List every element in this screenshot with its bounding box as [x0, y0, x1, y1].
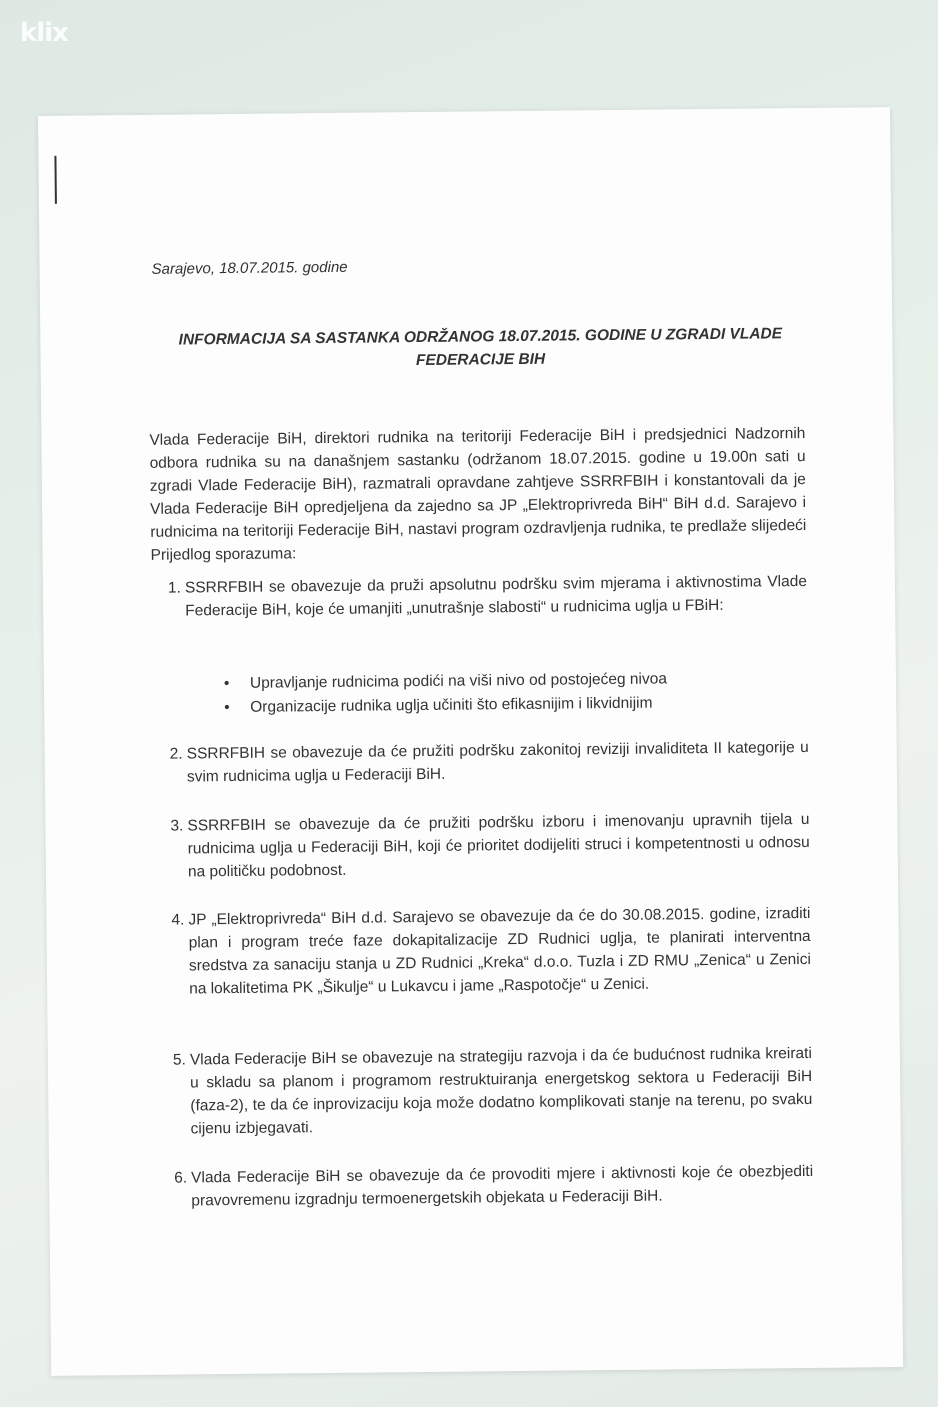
list-item-3 — [153, 808, 810, 884]
klix-watermark-logo: klix — [20, 18, 68, 48]
list-item-text: Vlada Federacije BiH se obavezuje na strategiju razvoja i da će budućnost rudnika kreirati u skladu sa planom i programom restruktuiranja energetskog sektora u Federaciji BiH (faza-2), te da će inprovizaciju koja može dodatno komplikovati stanje na terenu, po svaku cijenu izbjegavati. — [189, 1044, 813, 1138]
list-item-2 — [153, 736, 809, 789]
bullet-item — [224, 690, 784, 720]
document-page — [38, 107, 903, 1376]
bullet-icon: • — [224, 699, 230, 717]
bullet-list — [224, 666, 784, 720]
bullet-icon: • — [223, 675, 230, 693]
list-item-text: JP „Elektroprivreda“ BiH d.d. Sarajevo se obavezuje da će do 30.08.2015. godine, izraditi plan i program treće faze dokapitalizacije ZD Rudnici uglja, te planirati interventna sredstva za sanaciju stanja u ZD Rudnici „Kreka“ d.o.o. Tuzla i ZD RMU „Zenica“ u Zenici na lokalitetima PK „Šikulje“ u Lukavcu i jame „Raspotočje“ u Zenici. — [188, 904, 811, 998]
list-item-text: SSRRFBIH se obavezuje da će pružiti podršku zakonitoj reviziji invaliditeta II kategorije u svim rudnicima uglja u Federaciji BiH. — [186, 738, 809, 786]
list-item-text: SSRRFBIH se obavezuje da pruži apsolutnu podršku svim mjerama i aktivnostima Vlade Federacije BiH, koje će umanjiti „unutrašnje slabosti“ u rudnicima uglja u FBiH: — [184, 572, 808, 620]
list-item-number: 5. — [172, 1051, 186, 1069]
intro-paragraph: Vlada Federacije BiH, direktori rudnika na teritoriji Federacije BiH i predsjednici Nadzornih odbora rudnika su na današnjem sastanku (održanom 18.07.2015. godine u 19.00n sati u zgradi Vlade Federacije BiH), razmatrali opravdane zahtjeve SSRRFBIH i konstantovali da je Vlada Federacije BiH opredjeljena da zajedno sa JP „Elektroprivreda BiH“ BiH d.d. Sarajevo i rudnicima na teritoriji Federacije BiH, nastavi program ozdravljenja rudnika, te predlaže slijedeći Prijedlog sporazuma: — [149, 424, 807, 564]
binder-mark — [54, 156, 57, 204]
list-item-number: 3. — [170, 817, 184, 835]
list-item-5 — [156, 1042, 813, 1141]
list-item-text: SSRRFBIH se obavezuje da će pružiti podršku izboru i imenovanju upravnih tijela u rudnicima uglja u Federaciji BiH, koji će prioritet dodijeliti struci i kompetentnosti u odnosu na političku podobnost. — [187, 810, 810, 881]
list-item-6 — [157, 1160, 813, 1213]
bullet-text: Upravljanje rudnicima podići na viši nivo od postojećeg nivoa — [249, 670, 668, 692]
document-title: INFORMACIJA SA SASTANKA ODRŽANOG 18.07.2015. GODINE U ZGRADI VLADE FEDERACIJE BIH — [178, 325, 783, 370]
list-item-4 — [154, 902, 811, 1001]
list-item-number: 2. — [169, 745, 183, 763]
document-date: Sarajevo, 18.07.2015. godine — [151, 258, 348, 278]
list-item-1 — [151, 570, 807, 623]
bullet-text: Organizacije rudnika uglja učiniti što efikasnijim i likvidnijim — [250, 694, 653, 716]
list-item-number: 1. — [167, 579, 182, 597]
list-item-text: Vlada Federacije BiH se obavezuje da će provoditi mjere i aktivnosti koje će obezbjediti pravovremenu izgradnju termoenergetskih objekata u Federaciji BiH. — [191, 1162, 814, 1210]
list-item-number: 4. — [171, 911, 185, 929]
list-item-number: 6. — [174, 1169, 188, 1187]
